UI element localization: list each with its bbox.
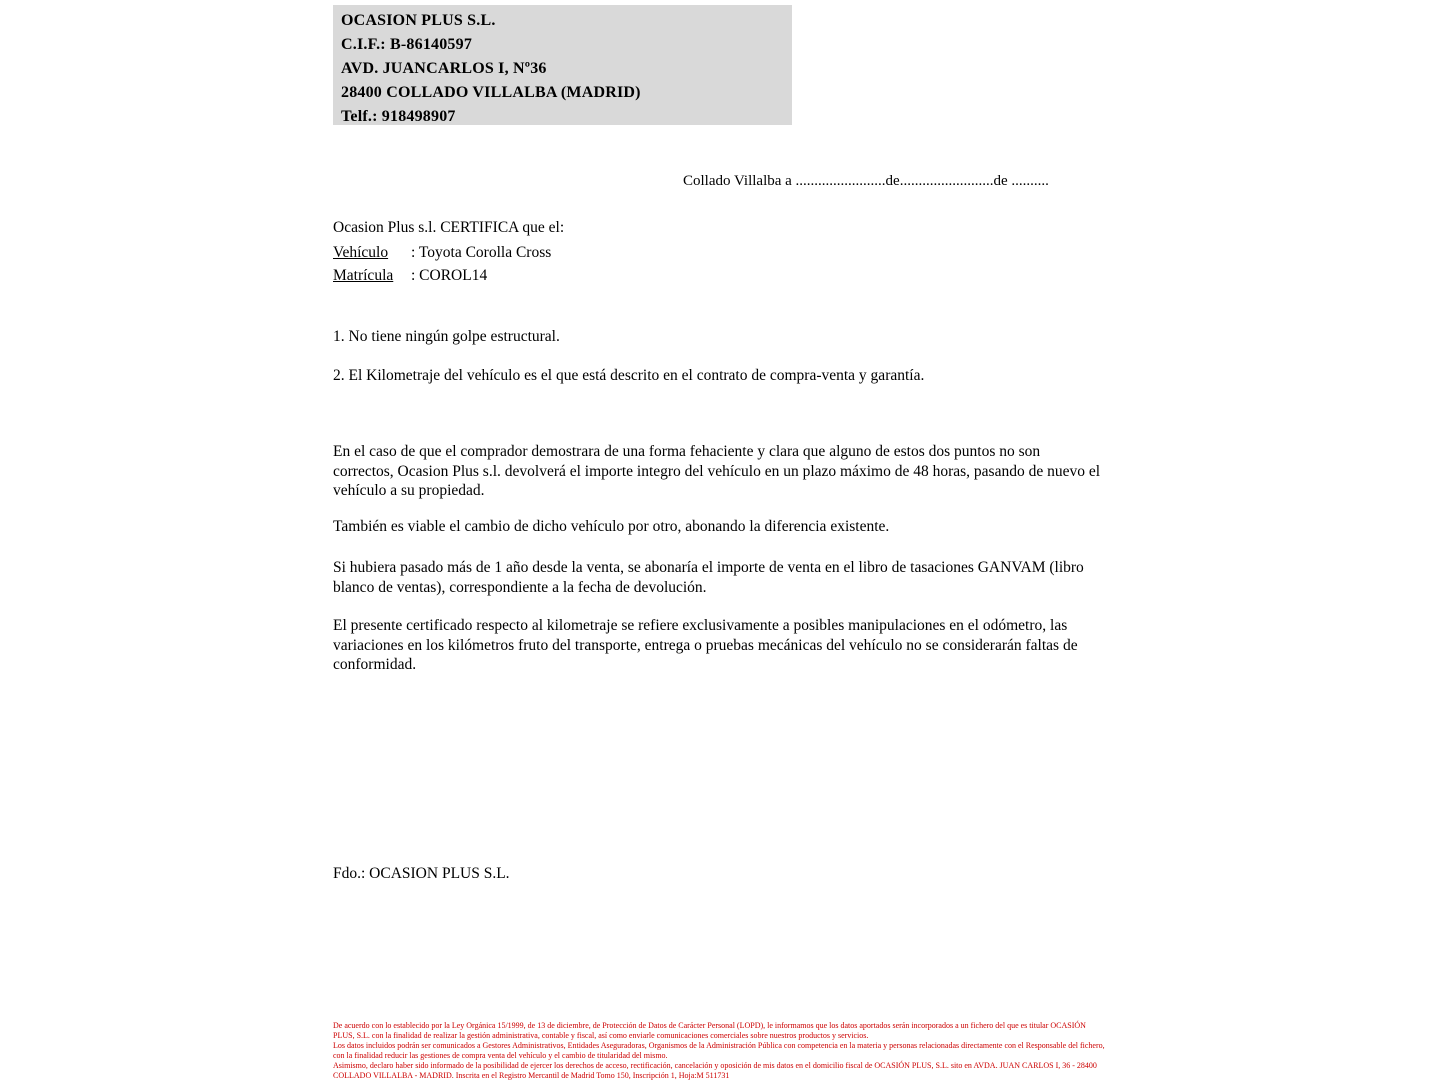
- vehicle-value: : Toyota Corolla Cross: [411, 244, 552, 261]
- vehicle-label: Vehículo: [333, 244, 389, 261]
- plate-label: Matrícula: [333, 267, 394, 284]
- legal-footer-line-1: De acuerdo con lo establecido por la Ley Orgánica 15/1999, de 13 de diciembre, de Protección de Datos de Carácter Personal (LOPD), le informamos que los datos aportados serán incorporados a un fichero del que es titular OCASIÓN PLUS, S.L. con la finalidad de realizar la gestión administrativa, contable y fiscal, así como enviarle comunicaciones comerciales sobre nuestros productos y servicios.: [333, 1021, 1086, 1040]
- certification-point-2: 2. El Kilometraje del vehículo es el que está descrito en el contrato de compra-venta y garantía.: [333, 367, 925, 384]
- date-line: Collado Villalba a ........................de.........................de ..........: [683, 173, 1049, 189]
- company-header-block: [333, 5, 792, 125]
- company-phone: Telf.: 918498907: [341, 108, 456, 125]
- legal-footer: [333, 1021, 1105, 1081]
- terms-paragraph-3: Si hubiera pasado más de 1 año desde la venta, se abonaría el importe de venta en el libro de tasaciones GANVAM (libro blanco de ventas), correspondiente a la fecha de devolución.: [333, 559, 1084, 596]
- legal-footer-line-2: Los datos incluidos podrán ser comunicados a Gestores Administrativos, Entidades Aseguradoras, Organismos de la Administración Pública con competencia en la materia y personas relacionadas directamente con el Responsable del fichero, con la finalidad reducir las gestiones de compra venta del vehículo y el cambio de titularidad del mismo.: [333, 1041, 1105, 1060]
- vehicle-details: [333, 241, 1103, 287]
- certification-point-1: 1. No tiene ningún golpe estructural.: [333, 328, 560, 345]
- terms-paragraph-1: En el caso de que el comprador demostrara de una forma fehaciente y clara que alguno de estos dos puntos no son correctos, Ocasion Plus s.l. devolverá el importe integro del vehículo en un plazo máximo de 48 horas, pasando de nuevo el vehículo a su propiedad.: [333, 443, 1101, 499]
- plate-value: : COROL14: [411, 267, 488, 284]
- terms-paragraph-2: También es viable el cambio de dicho vehículo por otro, abonando la diferencia existente.: [333, 518, 890, 535]
- plate-row: [333, 264, 1103, 287]
- terms-paragraph-4: El presente certificado respecto al kilometraje se refiere exclusivamente a posibles manipulaciones en el odómetro, las variaciones en los kilómetros fruto del transporte, entrega o pruebas mecánicas del vehículo no se considerarán faltas de conformidad.: [333, 617, 1078, 673]
- company-city: 28400 COLLADO VILLALBA (MADRID): [341, 84, 641, 101]
- company-address: AVD. JUANCARLOS I, Nº36: [341, 60, 547, 77]
- company-name: OCASION PLUS S.L.: [341, 12, 496, 29]
- legal-footer-line-3: Asimismo, declaro haber sido informado de la posibilidad de ejercer los derechos de acceso, rectificación, cancelación y oposición de mis datos en el domicilio fiscal de OCASIÓN PLUS, S.L. sito en AVDA. JUAN CARLOS I, 36 - 28400 COLLADO VILLALBA - MADRID. Inscrita en el Registro Mercantil de Madrid Tomo 150, Inscripción 1, Hoja:M 511731: [333, 1061, 1097, 1080]
- vehicle-row: [333, 241, 1103, 264]
- signature-line: Fdo.: OCASION PLUS S.L.: [333, 865, 510, 882]
- certifies-line: Ocasion Plus s.l. CERTIFICA que el:: [333, 219, 565, 236]
- company-cif: C.I.F.: B-86140597: [341, 36, 473, 53]
